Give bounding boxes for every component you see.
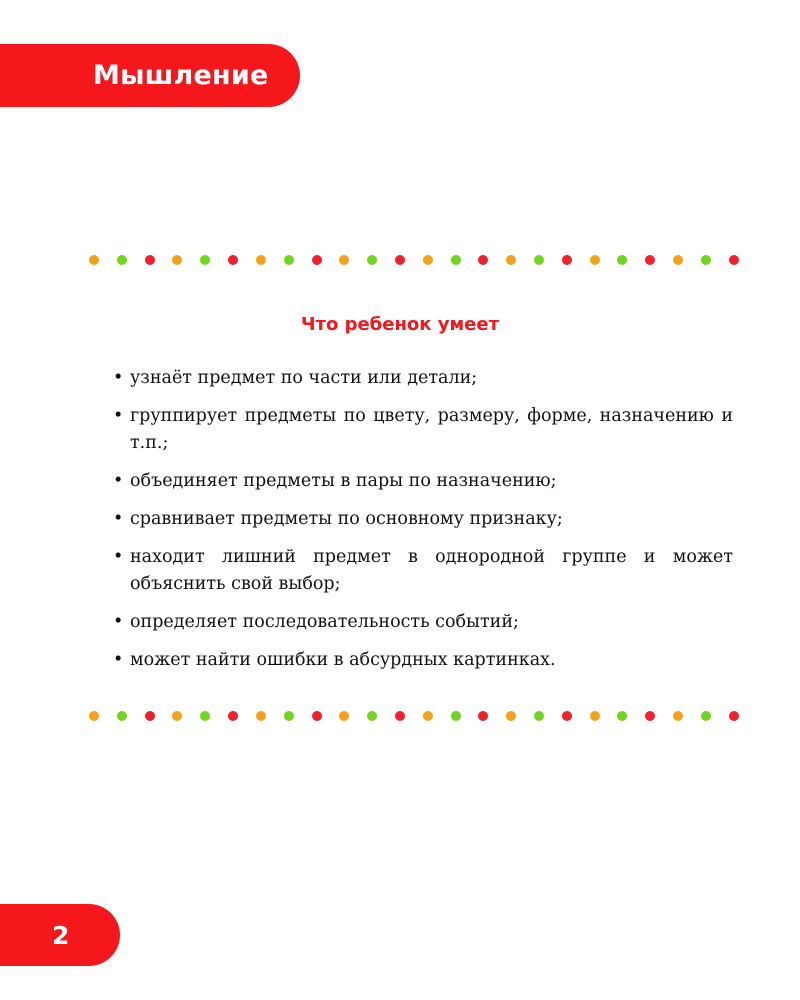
chapter-title: Мышление — [93, 60, 269, 91]
bullet-icon: • — [113, 406, 124, 426]
decorative-dot — [506, 255, 516, 265]
decorative-dot — [534, 255, 544, 265]
skills-list — [113, 365, 733, 685]
decorative-dot — [673, 255, 683, 265]
decorative-dot — [729, 255, 739, 265]
decorative-dot — [145, 255, 155, 265]
decorative-dot-divider-bottom — [89, 709, 739, 723]
decorative-dot — [284, 255, 294, 265]
decorative-dot — [562, 711, 572, 721]
decorative-dot — [395, 711, 405, 721]
bullet-icon: • — [113, 547, 124, 567]
decorative-dot — [367, 255, 377, 265]
decorative-dot — [701, 255, 711, 265]
decorative-dot — [645, 711, 655, 721]
bullet-icon: • — [113, 509, 124, 529]
decorative-dot — [506, 711, 516, 721]
decorative-dot — [312, 255, 322, 265]
decorative-dot — [617, 711, 627, 721]
decorative-dot — [228, 711, 238, 721]
decorative-dot — [478, 711, 488, 721]
decorative-dot-divider-top — [89, 253, 739, 267]
list-item — [113, 647, 733, 674]
decorative-dot — [200, 255, 210, 265]
decorative-dot — [228, 255, 238, 265]
decorative-dot — [339, 711, 349, 721]
decorative-dot — [89, 255, 99, 265]
decorative-dot — [256, 711, 266, 721]
decorative-dot — [423, 711, 433, 721]
list-item — [113, 365, 733, 392]
list-item-text: находит лишний предмет в однородной группе и может объяснить свой выбор; — [130, 547, 733, 594]
list-item — [113, 468, 733, 495]
list-item — [113, 609, 733, 636]
section-title: Что ребенок умеет — [300, 314, 500, 335]
decorative-dot — [284, 711, 294, 721]
list-item-text: объединяет предметы в пары по назначению; — [130, 471, 557, 491]
decorative-dot — [590, 255, 600, 265]
list-item-text: может найти ошибки в абсурдных картинках. — [130, 650, 556, 670]
list-item — [113, 506, 733, 533]
page-number-tab — [0, 904, 120, 966]
decorative-dot — [145, 711, 155, 721]
decorative-dot — [200, 711, 210, 721]
decorative-dot — [729, 711, 739, 721]
decorative-dot — [339, 255, 349, 265]
decorative-dot — [590, 711, 600, 721]
decorative-dot — [172, 711, 182, 721]
page-number: 2 — [52, 920, 70, 950]
decorative-dot — [534, 711, 544, 721]
decorative-dot — [617, 255, 627, 265]
decorative-dot — [117, 711, 127, 721]
decorative-dot — [562, 255, 572, 265]
decorative-dot — [701, 711, 711, 721]
list-item-text: сравнивает предметы по основному признаку; — [130, 509, 563, 529]
bullet-icon: • — [113, 368, 124, 388]
bullet-icon: • — [113, 650, 124, 670]
list-item-text: определяет последовательность событий; — [130, 612, 519, 632]
list-item — [113, 544, 733, 598]
list-item-text: группирует предметы по цвету, размеру, форме, назначению и т.п.; — [130, 406, 733, 453]
list-item-text: узнаёт предмет по части или детали; — [130, 368, 478, 388]
decorative-dot — [312, 711, 322, 721]
decorative-dot — [451, 711, 461, 721]
decorative-dot — [478, 255, 488, 265]
decorative-dot — [395, 255, 405, 265]
bullet-icon: • — [113, 471, 124, 491]
decorative-dot — [673, 711, 683, 721]
decorative-dot — [89, 711, 99, 721]
decorative-dot — [645, 255, 655, 265]
bullet-icon: • — [113, 612, 124, 632]
decorative-dot — [367, 711, 377, 721]
decorative-dot — [451, 255, 461, 265]
decorative-dot — [117, 255, 127, 265]
chapter-header-tab — [0, 44, 300, 107]
decorative-dot — [256, 255, 266, 265]
decorative-dot — [172, 255, 182, 265]
list-item — [113, 403, 733, 457]
decorative-dot — [423, 255, 433, 265]
